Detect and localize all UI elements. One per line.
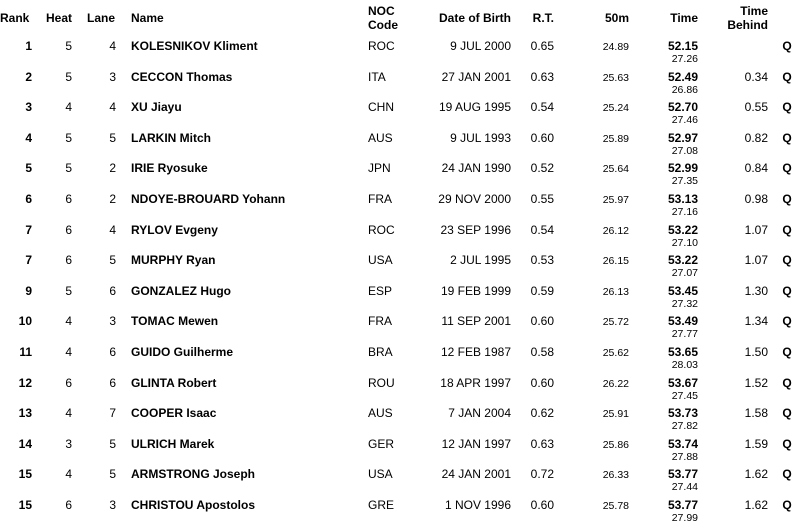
- reaction-time: 0.54: [530, 222, 554, 237]
- athlete-name: GLINTA Robert: [131, 375, 217, 390]
- lane-cell: 7: [109, 406, 116, 421]
- results-header: [0, 0, 800, 34]
- header-noc: NOC: [368, 4, 395, 18]
- final-time: 52.97: [667, 130, 698, 145]
- final-time: 53.77: [667, 467, 698, 482]
- heat-cell: 4: [65, 406, 72, 421]
- time-behind: 1.50: [744, 344, 768, 359]
- split-50m: 26.33: [602, 469, 629, 482]
- rank-cell: 13: [18, 406, 32, 421]
- date-of-birth: 27 JAN 2001: [441, 69, 511, 84]
- reaction-time: 0.54: [530, 100, 554, 115]
- table-row: [0, 36, 800, 67]
- athlete-name: COOPER Isaac: [131, 406, 217, 421]
- noc-code: FRA: [368, 191, 392, 206]
- rank-cell: 7: [25, 253, 32, 268]
- lane-cell: 3: [109, 69, 116, 84]
- noc-code: ROU: [368, 375, 395, 390]
- table-row: [0, 495, 800, 526]
- qualified-mark: Q: [782, 467, 792, 482]
- noc-code: ITA: [368, 69, 386, 84]
- reaction-time: 0.60: [530, 314, 554, 329]
- table-row: [0, 464, 800, 495]
- noc-code: JPN: [368, 161, 391, 176]
- heat-cell: 6: [65, 375, 72, 390]
- athlete-name: RYLOV Evgeny: [131, 222, 218, 237]
- qualified-mark: Q: [782, 375, 792, 390]
- split-50m: 25.72: [602, 316, 629, 329]
- qualified-mark: Q: [782, 191, 792, 206]
- rank-cell: 5: [25, 161, 32, 176]
- reaction-time: 0.63: [530, 69, 554, 84]
- time-behind: 1.62: [744, 467, 768, 482]
- final-time: 52.70: [667, 100, 698, 115]
- header-rank: Rank: [0, 11, 30, 25]
- lane-cell: 3: [109, 497, 116, 512]
- rank-cell: 14: [18, 436, 32, 451]
- athlete-name: ARMSTRONG Joseph: [131, 467, 256, 482]
- reaction-time: 0.59: [530, 283, 554, 298]
- date-of-birth: 1 NOV 1996: [444, 497, 511, 512]
- athlete-name: MURPHY Ryan: [131, 253, 216, 268]
- noc-code: AUS: [368, 406, 393, 421]
- final-time: 53.73: [667, 406, 698, 421]
- athlete-name: NDOYE-BROUARD Yohann: [131, 191, 286, 206]
- header-time: Time: [670, 11, 698, 25]
- qualified-mark: Q: [782, 100, 792, 115]
- time-behind: 0.34: [744, 69, 768, 84]
- heat-cell: 6: [65, 222, 72, 237]
- lane-cell: 5: [109, 436, 116, 451]
- athlete-name: XU Jiayu: [131, 100, 182, 115]
- heat-cell: 4: [65, 314, 72, 329]
- heat-cell: 6: [65, 253, 72, 268]
- qualified-mark: Q: [782, 497, 792, 512]
- second-split: 27.88: [671, 450, 698, 463]
- athlete-name: GUIDO Guilherme: [131, 344, 234, 359]
- table-row: [0, 434, 800, 465]
- lane-cell: 4: [109, 100, 116, 115]
- qualified-mark: Q: [782, 69, 792, 84]
- table-row: [0, 281, 800, 312]
- date-of-birth: 24 JAN 2001: [441, 467, 511, 482]
- split-50m: 24.89: [602, 41, 629, 53]
- heat-cell: 4: [65, 100, 72, 115]
- split-50m: 25.91: [602, 408, 629, 421]
- second-split: 27.07: [671, 267, 698, 280]
- second-split: 27.46: [671, 114, 698, 127]
- second-split: 27.45: [671, 389, 698, 402]
- date-of-birth: 12 FEB 1987: [440, 344, 511, 359]
- split-50m: 25.78: [602, 499, 629, 512]
- reaction-time: 0.60: [530, 497, 554, 512]
- split-50m: 26.22: [602, 377, 629, 390]
- athlete-name: IRIE Ryosuke: [131, 161, 208, 176]
- table-row: [0, 373, 800, 404]
- second-split: 26.86: [671, 83, 698, 96]
- final-time: 53.65: [667, 344, 698, 359]
- time-behind: 1.34: [744, 314, 768, 329]
- final-time: 52.99: [667, 161, 698, 176]
- qualified-mark: Q: [782, 222, 792, 237]
- final-time: 53.22: [667, 253, 698, 268]
- athlete-name: CECCON Thomas: [131, 69, 233, 84]
- split-50m: 25.97: [602, 193, 629, 206]
- second-split: 27.35: [671, 175, 698, 188]
- table-row: [0, 128, 800, 159]
- rank-cell: 3: [25, 100, 32, 115]
- header-name: Name: [131, 11, 164, 25]
- time-behind: 1.07: [744, 253, 768, 268]
- noc-code: USA: [368, 467, 393, 482]
- date-of-birth: 24 JAN 1990: [441, 161, 511, 176]
- noc-code: FRA: [368, 314, 392, 329]
- reaction-time: 0.55: [530, 191, 554, 206]
- noc-code: CHN: [368, 100, 394, 115]
- split-50m: 26.13: [602, 285, 629, 298]
- time-behind: 1.62: [744, 497, 768, 512]
- time-behind: 1.52: [744, 375, 768, 390]
- header-50m: 50m: [604, 11, 629, 25]
- second-split: 27.44: [671, 481, 698, 494]
- final-time: 53.13: [667, 191, 698, 206]
- split-50m: 25.64: [602, 163, 629, 176]
- results-table: [0, 36, 800, 526]
- final-time: 53.77: [667, 497, 698, 512]
- qualified-mark: Q: [782, 161, 792, 176]
- reaction-time: 0.52: [530, 161, 554, 176]
- heat-cell: 5: [65, 161, 72, 176]
- date-of-birth: 9 JUL 1993: [450, 130, 511, 145]
- reaction-time: 0.53: [530, 253, 554, 268]
- rank-cell: 15: [18, 497, 32, 512]
- lane-cell: 3: [109, 314, 116, 329]
- reaction-time: 0.60: [530, 130, 554, 145]
- noc-code: BRA: [368, 344, 393, 359]
- rank-cell: 2: [25, 69, 32, 84]
- lane-cell: 6: [109, 375, 116, 390]
- reaction-time: 0.58: [530, 344, 554, 359]
- lane-cell: 4: [109, 39, 116, 53]
- heat-cell: 5: [65, 283, 72, 298]
- final-time: 53.74: [667, 436, 698, 451]
- date-of-birth: 2 JUL 1995: [450, 253, 511, 268]
- athlete-name: KOLESNIKOV Kliment: [131, 39, 258, 53]
- second-split: 27.16: [671, 205, 698, 218]
- table-row: [0, 220, 800, 251]
- noc-code: GRE: [368, 497, 395, 512]
- date-of-birth: 7 JAN 2004: [448, 406, 511, 421]
- split-50m: 25.62: [602, 346, 629, 359]
- final-time: 52.15: [667, 39, 698, 53]
- time-behind: 1.59: [744, 436, 768, 451]
- date-of-birth: 11 SEP 2001: [441, 314, 511, 329]
- second-split: 27.32: [671, 297, 698, 310]
- date-of-birth: 12 JAN 1997: [441, 436, 511, 451]
- qualified-mark: Q: [782, 436, 792, 451]
- lane-cell: 6: [109, 283, 116, 298]
- time-behind: 1.07: [744, 222, 768, 237]
- heat-cell: 6: [65, 191, 72, 206]
- reaction-time: 0.60: [530, 375, 554, 390]
- split-50m: 25.89: [602, 132, 629, 145]
- heat-cell: 4: [65, 467, 72, 482]
- split-50m: 25.86: [602, 438, 629, 451]
- reaction-time: 0.72: [530, 467, 554, 482]
- lane-cell: 5: [109, 253, 116, 268]
- athlete-name: CHRISTOU Apostolos: [131, 497, 256, 512]
- header-time-behind-2: Behind: [727, 18, 768, 32]
- time-behind: 0.82: [744, 130, 768, 145]
- qualified-mark: Q: [782, 130, 792, 145]
- lane-cell: 5: [109, 130, 116, 145]
- lane-cell: 5: [109, 467, 116, 482]
- header-lane: Lane: [87, 11, 116, 25]
- rank-cell: 12: [18, 375, 32, 390]
- rank-cell: 7: [25, 222, 32, 237]
- reaction-time: 0.62: [530, 406, 554, 421]
- second-split: 27.77: [671, 328, 698, 341]
- rank-cell: 4: [25, 130, 32, 145]
- heat-cell: 5: [65, 39, 72, 53]
- noc-code: ROC: [368, 39, 395, 53]
- rank-cell: 9: [25, 283, 32, 298]
- lane-cell: 4: [109, 222, 116, 237]
- reaction-time: 0.65: [530, 39, 554, 53]
- rank-cell: 10: [18, 314, 32, 329]
- second-split: 27.82: [671, 420, 698, 433]
- lane-cell: 6: [109, 344, 116, 359]
- header-rt: R.T.: [532, 11, 554, 25]
- date-of-birth: 19 FEB 1999: [440, 283, 511, 298]
- table-row: [0, 67, 800, 98]
- table-row: [0, 97, 800, 128]
- rank-cell: 6: [25, 191, 32, 206]
- rank-cell: 15: [18, 467, 32, 482]
- second-split: 27.99: [671, 511, 698, 524]
- noc-code: AUS: [368, 130, 393, 145]
- header-dob: Date of Birth: [439, 11, 511, 25]
- table-row: [0, 403, 800, 434]
- final-time: 53.49: [667, 314, 698, 329]
- time-behind: 0.55: [744, 100, 768, 115]
- time-behind: 1.30: [744, 283, 768, 298]
- time-behind: 0.98: [744, 191, 768, 206]
- table-row: [0, 311, 800, 342]
- noc-code: GER: [368, 436, 395, 451]
- second-split: 28.03: [671, 358, 698, 371]
- final-time: 52.49: [667, 69, 698, 84]
- rank-cell: 11: [19, 344, 32, 359]
- athlete-name: ULRICH Marek: [131, 436, 215, 451]
- qualified-mark: Q: [782, 344, 792, 359]
- lane-cell: 2: [109, 161, 116, 176]
- qualified-mark: Q: [782, 283, 792, 298]
- noc-code: USA: [368, 253, 393, 268]
- final-time: 53.22: [667, 222, 698, 237]
- time-behind: 1.58: [744, 406, 768, 421]
- heat-cell: 5: [65, 69, 72, 84]
- date-of-birth: 9 JUL 2000: [450, 39, 511, 53]
- header-heat: Heat: [46, 11, 73, 25]
- heat-cell: 3: [65, 436, 72, 451]
- final-time: 53.45: [667, 283, 698, 298]
- date-of-birth: 18 APR 1997: [440, 375, 511, 390]
- rank-cell: 1: [25, 39, 32, 53]
- lane-cell: 2: [109, 191, 116, 206]
- second-split: 27.26: [671, 53, 698, 65]
- table-row: [0, 342, 800, 373]
- athlete-name: GONZALEZ Hugo: [131, 283, 231, 298]
- table-row: [0, 189, 800, 220]
- final-time: 53.67: [667, 375, 698, 390]
- noc-code: ESP: [368, 283, 393, 298]
- qualified-mark: Q: [782, 406, 792, 421]
- time-behind: 0.84: [744, 161, 768, 176]
- table-row: [0, 158, 800, 189]
- split-50m: 25.24: [602, 102, 629, 115]
- athlete-name: TOMAC Mewen: [131, 314, 219, 329]
- header-time-behind-1: Time: [740, 4, 768, 18]
- split-50m: 26.15: [602, 255, 629, 268]
- qualified-mark: Q: [782, 253, 792, 268]
- heat-cell: 4: [65, 344, 72, 359]
- noc-code: ROC: [368, 222, 395, 237]
- table-row: [0, 250, 800, 281]
- second-split: 27.08: [671, 144, 698, 157]
- second-split: 27.10: [671, 236, 698, 249]
- date-of-birth: 19 AUG 1995: [438, 100, 511, 115]
- heat-cell: 5: [65, 130, 72, 145]
- heat-cell: 6: [65, 497, 72, 512]
- split-50m: 26.12: [602, 224, 629, 237]
- split-50m: 25.63: [602, 71, 629, 84]
- date-of-birth: 23 SEP 1996: [440, 222, 511, 237]
- athlete-name: LARKIN Mitch: [131, 130, 211, 145]
- qualified-mark: Q: [782, 314, 792, 329]
- qualified-mark: Q: [782, 39, 792, 53]
- reaction-time: 0.63: [530, 436, 554, 451]
- header-noc-code: Code: [368, 18, 398, 32]
- date-of-birth: 29 NOV 2000: [438, 191, 511, 206]
